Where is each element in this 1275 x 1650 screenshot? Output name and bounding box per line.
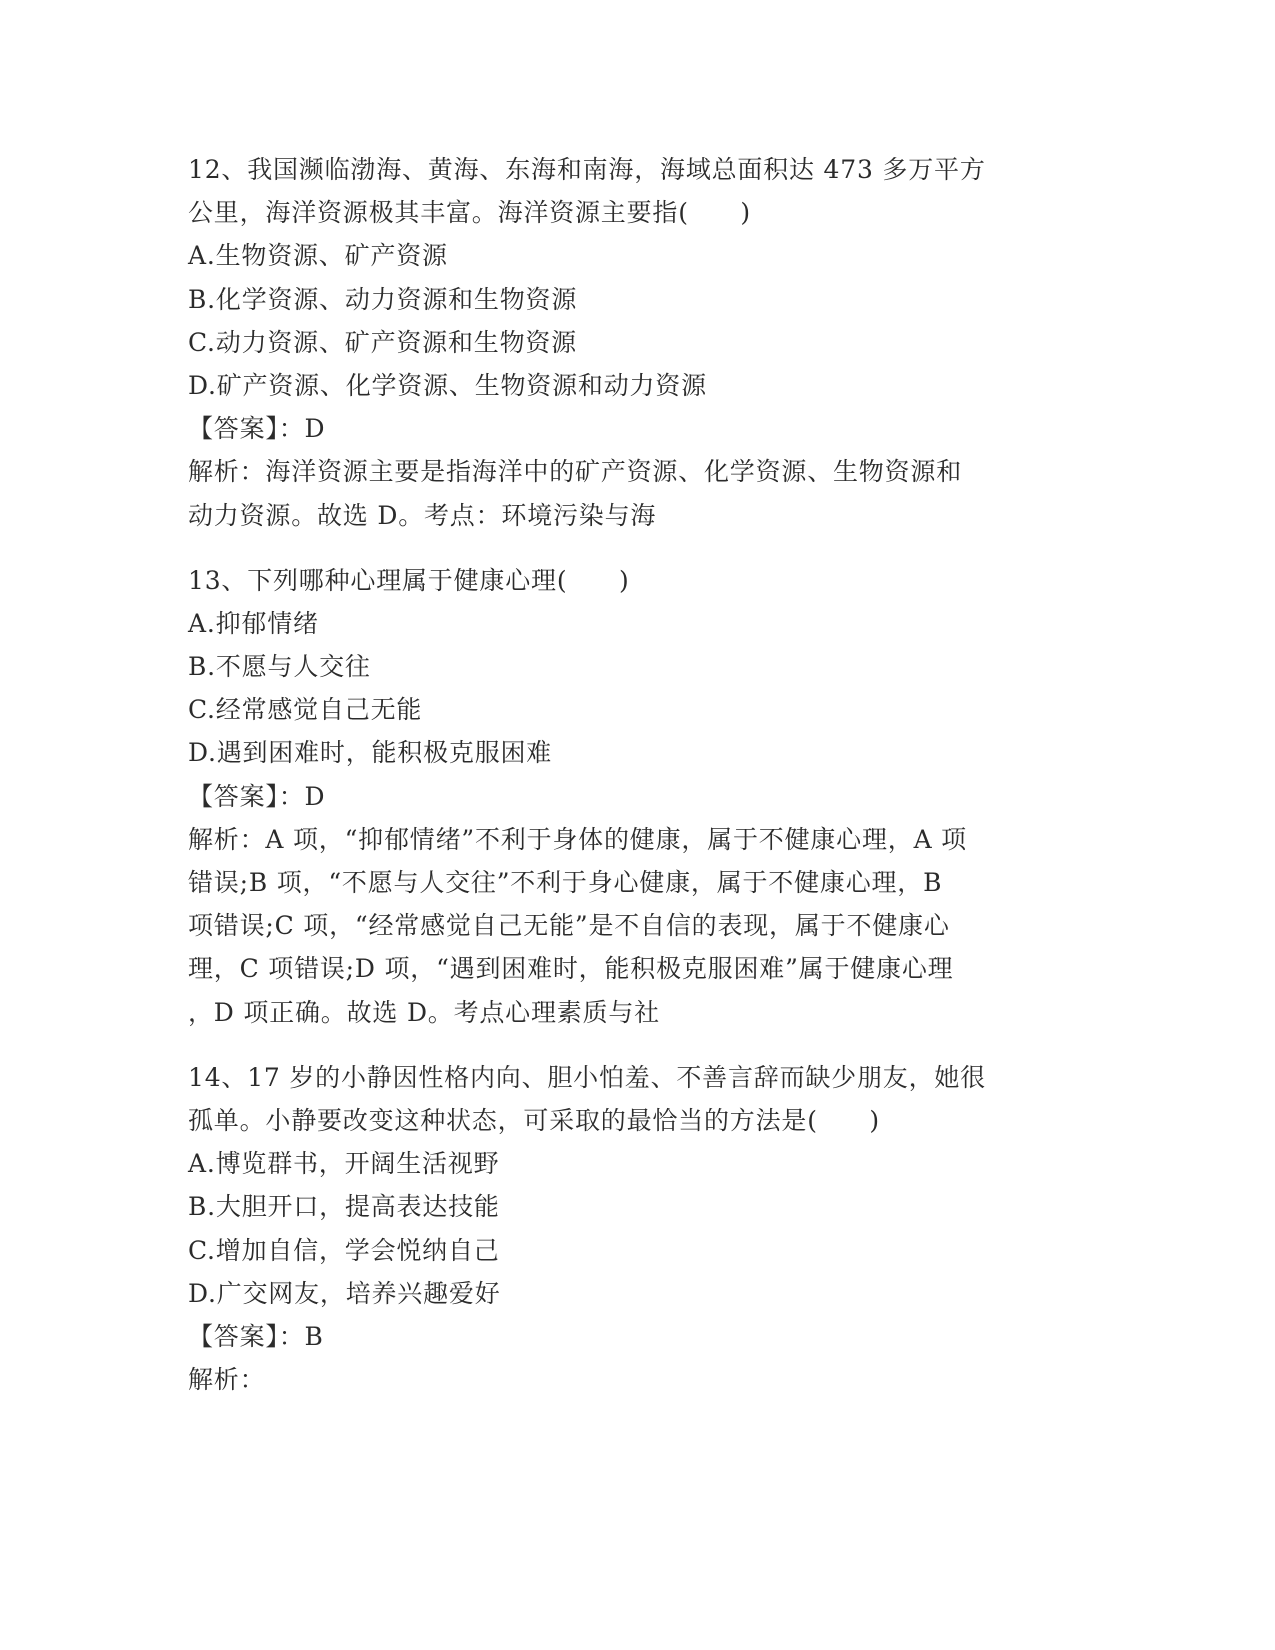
question-stem-line: 14、17 岁的小静因性格内向、胆小怕羞、不善言辞而缺少朋友，她很 <box>188 1062 986 1092</box>
analysis-line: 解析： <box>188 1365 266 1395</box>
option-c: C.动力资源、矿产资源和生物资源 <box>188 327 577 357</box>
analysis-line: 解析：A 项，“抑郁情绪”不利于身体的健康，属于不健康心理，A 项 <box>188 824 967 854</box>
option-b: B.大胆开口，提高表达技能 <box>188 1192 500 1222</box>
analysis-line: 解析：海洋资源主要是指海洋中的矿产资源、化学资源、生物资源和 <box>188 457 963 487</box>
question-14 <box>188 1056 1068 1402</box>
option-a: A.生物资源、矿产资源 <box>188 241 448 271</box>
option-b: B.不愿与人交往 <box>188 652 371 682</box>
option-b: B.化学资源、动力资源和生物资源 <box>188 284 578 314</box>
option-d: D.广交网友，培养兴趣爱好 <box>188 1278 501 1308</box>
analysis-line: 理，C 项错误;D 项，“遇到困难时，能积极克服困难”属于健康心理 <box>188 954 954 984</box>
analysis-line: 项错误;C 项，“经常感觉自己无能”是不自信的表现，属于不健康心 <box>188 911 950 941</box>
analysis-line: 动力资源。故选 D。考点：环境污染与海 <box>188 500 657 530</box>
option-d: D.遇到困难时，能积极克服困难 <box>188 738 553 768</box>
question-12 <box>188 148 1068 537</box>
option-d: D.矿产资源、化学资源、生物资源和动力资源 <box>188 370 707 400</box>
document-body <box>188 148 1068 1423</box>
analysis-line: ，D 项正确。故选 D。考点心理素质与社 <box>188 997 660 1027</box>
question-stem-line: 13、下列哪种心理属于健康心理( ) <box>188 565 630 595</box>
answer-label: 【答案】：D <box>188 414 326 444</box>
option-a: A.抑郁情绪 <box>188 608 319 638</box>
question-stem-line: 12、我国濒临渤海、黄海、东海和南海，海域总面积达 473 多万平方 <box>188 155 986 184</box>
answer-label: 【答案】：B <box>188 1321 324 1351</box>
question-stem-line: 公里，海洋资源极其丰富。海洋资源主要指( ) <box>188 198 751 228</box>
analysis-line: 错误;B 项，“不愿与人交往”不利于身心健康，属于不健康心理，B <box>188 868 943 897</box>
question-stem-line: 孤单。小静要改变这种状态，可采取的最恰当的方法是( ) <box>188 1105 880 1135</box>
option-c: C.经常感觉自己无能 <box>188 695 423 725</box>
option-c: C.增加自信，学会悦纳自己 <box>188 1235 500 1265</box>
option-a: A.博览群书，开阔生活视野 <box>188 1149 500 1179</box>
question-13 <box>188 559 1068 1034</box>
answer-label: 【答案】：D <box>188 781 326 811</box>
